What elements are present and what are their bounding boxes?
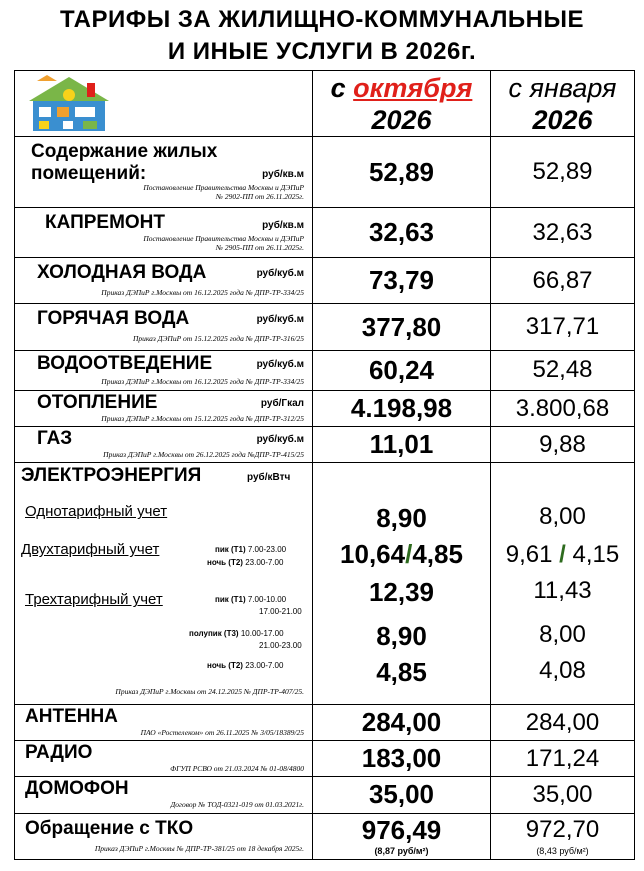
row-waste: Обращение с ТКО Приказ ДЭПиР г.Москвы № ДПР-ТР-381/25 от 18 декабря 2025г. 976,49 (8,87 руб/м²) 972,70 (8,43 руб/м²) xyxy=(15,813,635,859)
header-october: с октября 2026 xyxy=(313,71,491,137)
row-heating: ОТОПЛЕНИЕ руб/Гкал Приказ ДЭПиР г.Москвы от 15.12.2025 года № ДПР-ТР-312/25 4.198,98 3.800,68 xyxy=(15,390,635,426)
electricity-t1-oct: 12,39 xyxy=(368,577,435,608)
electricity-t1-jan: 11,43 xyxy=(533,577,592,605)
house-utilities-icon xyxy=(23,73,115,133)
row-radio: РАДИО ФГУП РСВО от 21.03.2024 № 01-08/4800 183,00 171,24 xyxy=(15,741,635,777)
header-january: с января 2026 xyxy=(491,71,635,137)
row-antenna: АНТЕННА ПАО «Ростелеком» от 26.11.2025 № 3/05/18389/25 284,00 284,00 xyxy=(15,704,635,740)
row-cold-water: ХОЛОДНАЯ ВОДА руб/куб.м Приказ ДЭПиР г.Москвы от 16.12.2025 года № ДПР-ТР-334/25 73,79 66,87 xyxy=(15,258,635,304)
electricity-single-oct: 8,90 xyxy=(376,503,427,534)
row-hot-water: ГОРЯЧАЯ ВОДА руб/куб.м Приказ ДЭПиР от 15.12.2025 года № ДПР-ТР-316/25 377,80 317,71 xyxy=(15,304,635,350)
gas-oct: 11,01 xyxy=(313,427,491,463)
row-sewerage: ВОДООТВЕДЕНИЕ руб/куб.м Приказ ДЭПиР г.Москвы от 16.12.2025 года № ДПР-ТР-334/25 60,24 52,48 xyxy=(15,350,635,390)
electricity-dual-jan: 9,61 / 4,15 xyxy=(505,541,620,569)
maintenance-jan: 52,89 xyxy=(491,137,635,207)
antenna-jan: 284,00 xyxy=(491,704,635,740)
electricity-t2-jan: 4,08 xyxy=(539,657,586,685)
page-title-line1: ТАРИФЫ ЗА ЖИЛИЩНО-КОММУНАЛЬНЫЕ xyxy=(59,6,584,33)
radio-jan: 171,24 xyxy=(491,741,635,777)
waste-oct-per-m2: (8,87 руб/м²) xyxy=(374,845,429,856)
cold-water-oct: 73,79 xyxy=(313,258,491,304)
sewerage-oct: 60,24 xyxy=(313,350,491,390)
waste-jan: 972,70 xyxy=(525,815,600,843)
electricity-dual-oct: 10,64/4,85 xyxy=(340,539,463,570)
heating-jan: 3.800,68 xyxy=(491,390,635,426)
electricity-t3-oct: 8,90 xyxy=(376,621,427,652)
logo-cell xyxy=(15,71,313,137)
capital-repair-jan: 32,63 xyxy=(491,207,635,257)
row-maintenance: Содержание жилых помещений: руб/кв.м Постановление Правительства Москвы и ДЭПиР № 2902-ПП от 26.11.2025г. 52,89 52,89 xyxy=(15,137,635,207)
gas-jan: 9,88 xyxy=(491,427,635,463)
sewerage-jan: 52,48 xyxy=(491,350,635,390)
heating-oct: 4.198,98 xyxy=(313,390,491,426)
intercom-jan: 35,00 xyxy=(491,777,635,813)
hot-water-jan: 317,71 xyxy=(491,304,635,350)
hot-water-oct: 377,80 xyxy=(313,304,491,350)
capital-repair-oct: 32,63 xyxy=(313,207,491,257)
maintenance-oct: 52,89 xyxy=(313,137,491,207)
electricity-single-jan: 8,00 xyxy=(539,503,586,531)
page-title-line2: И ИНЫЕ УСЛУГИ В 2026г. xyxy=(167,38,477,65)
waste-oct: 976,49 xyxy=(361,814,442,845)
electricity-t3-jan: 8,00 xyxy=(539,621,586,649)
electricity-t2-oct: 4,85 xyxy=(376,657,427,688)
row-gas: ГАЗ руб/куб.м Приказ ДЭПиР г.Москвы от 26.12.2025 года №ДПР-ТР-415/25 11,01 9,88 xyxy=(15,427,635,463)
row-intercom: ДОМОФОН Договор № ТОД-0321-019 от 01.03.2021г. 35,00 35,00 xyxy=(15,777,635,813)
row-electricity: ЭЛЕКТРОЭНЕРГИЯ руб/кВтч Однотарифный учет Двухтарифный учет пик (Т1) 7.00-23.00 ночь (Т2) 23.00-7.00 Трехтарифный учет пик (Т1) 7.00-10.00 17.00-21.00 полупик (Т3) 10.00-17.00 21.00-23.00 ночь (Т2) 23.00-7.00 Приказ ДЭПиР г.Москвы от 24.12.2025 № ДПР-ТР-407/25. 8,90 10,64/4,85 12,39 8,90 4,85 8,00 9,61 / 4,15 11,43 8,00 4,08 xyxy=(15,463,635,705)
cold-water-jan: 66,87 xyxy=(491,258,635,304)
waste-jan-per-m2: (8,43 руб/м²) xyxy=(536,845,589,856)
radio-oct: 183,00 xyxy=(313,741,491,777)
header-row xyxy=(15,71,635,137)
row-capital-repair: КАПРЕМОНТ руб/кв.м Постановление Правительства Москвы и ДЭПиР № 2905-ПП от 26.11.2025г. 32,63 32,63 xyxy=(15,207,635,257)
intercom-oct: 35,00 xyxy=(313,777,491,813)
antenna-oct: 284,00 xyxy=(313,704,491,740)
tariff-table xyxy=(14,70,635,860)
